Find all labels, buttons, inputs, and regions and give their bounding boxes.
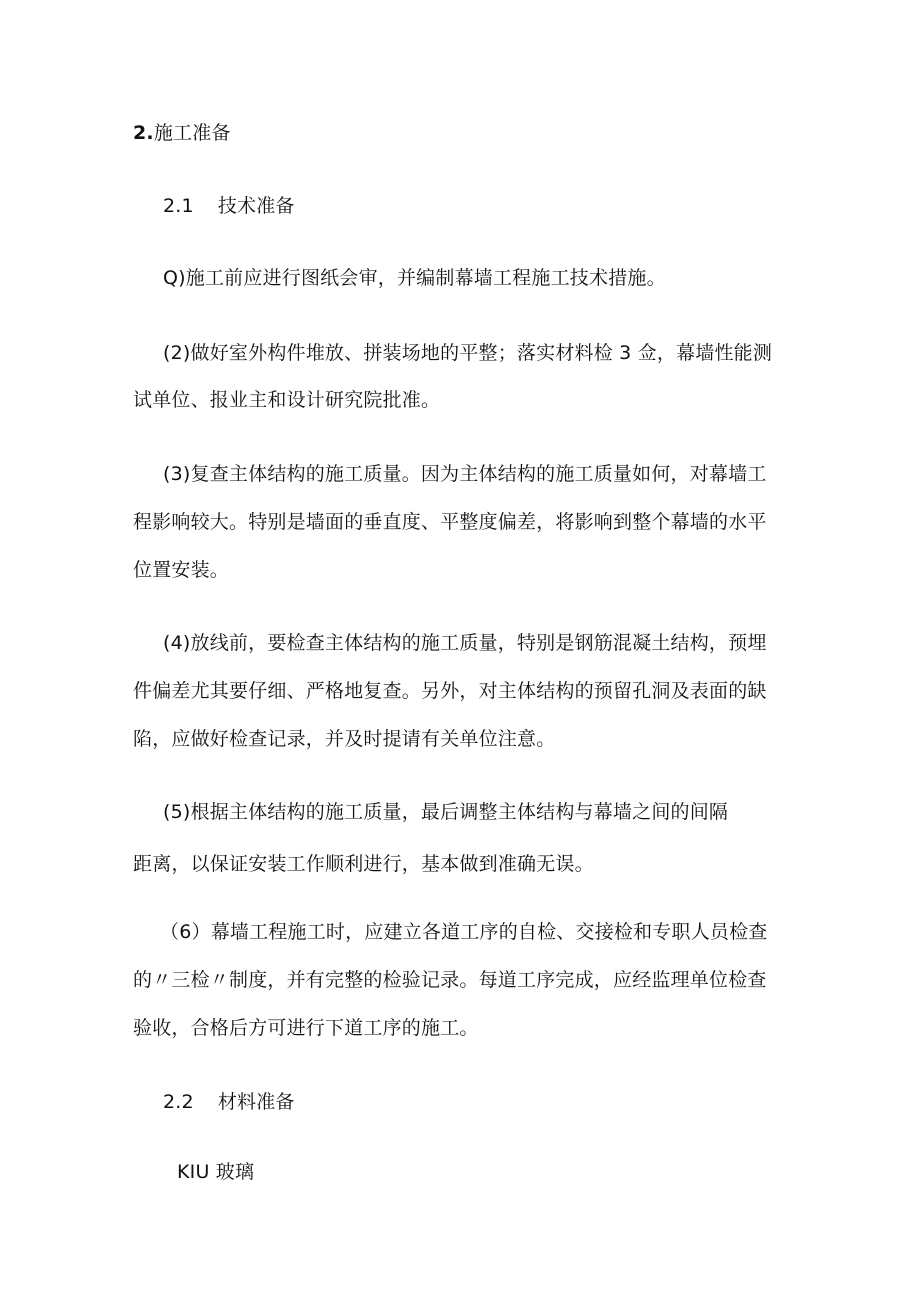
paragraph-line: 陷，应做好检查记录，并及时提请有关单位注意。 xyxy=(133,728,556,750)
paragraph-line: 距离，以保证安装工作顺利进行，基本做到准确无误。 xyxy=(133,853,594,875)
paragraph-line: 程影响较大。特别是墙面的垂直度、平整度偏差，将影响到整个幕墙的水平 xyxy=(133,511,767,533)
paragraph-line: (5)根据主体结构的施工质量，最后调整主体结构与幕墙之间的间隔 xyxy=(163,801,729,823)
paragraph-line: 验收，合格后方可进行下道工序的施工。 xyxy=(133,1017,479,1039)
subsection-heading-2-2 xyxy=(163,1090,295,1114)
subsection-title: 材料准备 xyxy=(217,1091,295,1113)
section-heading xyxy=(133,121,231,145)
paragraph-line: （6）幕墙工程施工时，应建立各道工序的自检、交接检和专职人员检查 xyxy=(160,921,768,943)
paragraph-line: Q)施工前应进行图纸会审，并编制幕墙工程施工技术措施。 xyxy=(163,267,666,289)
subsection-number: 2.1 xyxy=(163,195,194,217)
paragraph-line: (3)复查主体结构的施工质量。因为主体结构的施工质量如何，对幕墙工 xyxy=(163,463,767,485)
subsection-title: 技术准备 xyxy=(217,195,295,217)
material-item: KIU 玻璃 xyxy=(177,1161,255,1183)
paragraph-line: (4)放线前，要检查主体结构的施工质量，特别是钢筋混凝土结构，预埋 xyxy=(163,632,767,654)
section-title: 施工准备 xyxy=(153,122,231,144)
paragraph-line: 的〃三检〃制度，并有完整的检验记录。每道工序完成，应经监理单位检查 xyxy=(133,969,767,991)
paragraph-line: 试单位、报业主和设计研究院批准。 xyxy=(133,389,441,411)
paragraph-line: 位置安装。 xyxy=(133,559,230,581)
paragraph-line: (2)做好室外构件堆放、拼装场地的平整；落实材料检 3 佥，幕墙性能测 xyxy=(163,342,773,364)
section-number: 2. xyxy=(133,122,154,144)
paragraph-line: 件偏差尤其要仔细、严格地复查。另外，对主体结构的预留孔洞及表面的缺 xyxy=(133,680,767,702)
subsection-number: 2.2 xyxy=(163,1091,194,1113)
subsection-heading-2-1 xyxy=(163,194,295,218)
